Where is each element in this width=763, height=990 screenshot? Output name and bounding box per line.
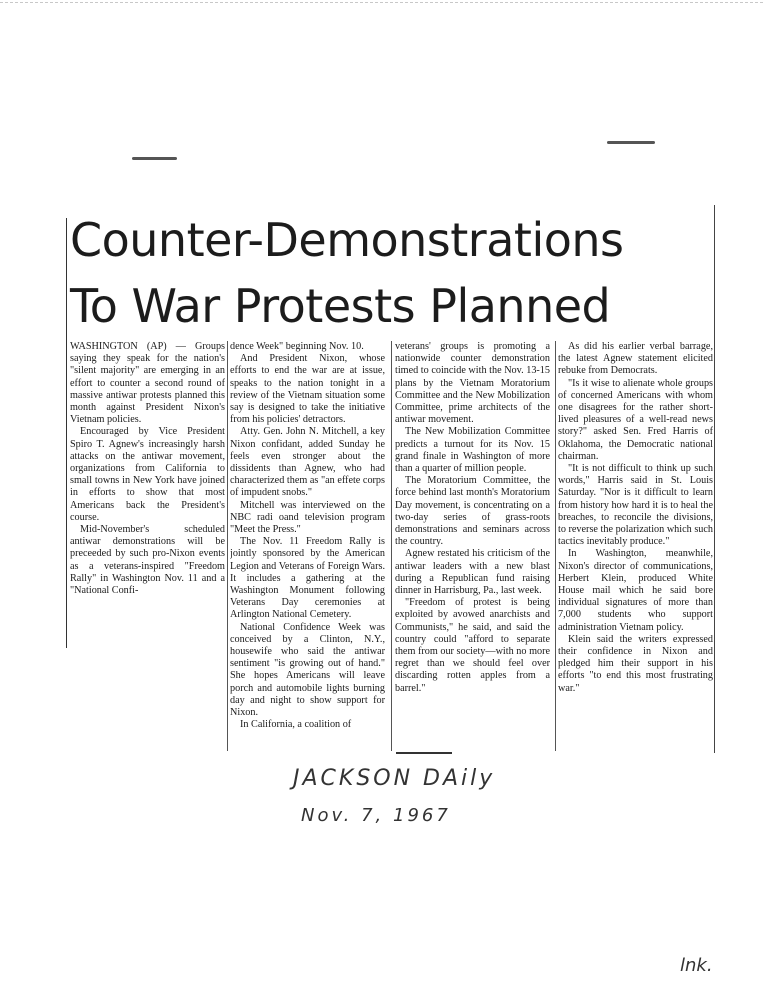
paragraph: In Washington, meanwhile, Nixon's director of communications, Herbert Klein, produced White House mail which he said bore individual signatures of more than 7,000 students who support administration Vietnam policy.	[558, 548, 713, 633]
article-body	[70, 341, 715, 753]
paragraph: Agnew restated his criticism of the antiwar leaders with a new blast during a Republican fund raising dinner in Harrisburg, Pa., last week.	[395, 548, 550, 597]
article-column-1	[70, 341, 225, 753]
paragraph: Encouraged by Vice President Spiro T. Agnew's increasingly harsh attacks on the antiwar movement, organizations from California to small towns in New York have joined in efforts to show that most Americans back the President's course.	[70, 426, 225, 523]
clipping-left-edge	[66, 218, 67, 648]
paragraph: Mitchell was interviewed on the NBC radi oand television program "Meet the Press."	[230, 499, 385, 536]
paragraph: "It is not difficult to think up such words," Harris said in St. Louis Saturday. "Nor is it difficult to learn from history how hard it is to heal the breaches, to reconcile the divisions, to reverse the polarization which such tactics inevitably produce."	[558, 463, 713, 548]
scan-mark-right	[607, 141, 655, 144]
article-column-2	[230, 341, 385, 753]
paragraph: veterans' groups is promoting a nationwide counter demonstration timed to coincide with the Nov. 13-15 plans by the Vietnam Moratorium Committee and the New Mobilization Committee, prime architects of the antiwar movement.	[395, 341, 550, 426]
paragraph: Klein said the writers expressed their confidence in Nixon and pledged him their support in his efforts "to end this most frustrating war."	[558, 633, 713, 694]
headline-line-1: Counter-Demonstrations	[70, 213, 624, 267]
scan-top-edge	[0, 2, 763, 3]
handwritten-date: Nov. 7, 1967	[301, 805, 451, 826]
paragraph: WASHINGTON (AP) — Groups saying they speak for the nation's "silent majority" are emerging in an effort to counter a second round of massive antiwar protests planned this month against President Nixon's Vietnam policies.	[70, 341, 225, 426]
paragraph: In California, a coalition of	[240, 719, 352, 731]
handwritten-source: JACKSON DAily	[293, 766, 496, 791]
scan-mark-left	[132, 157, 177, 160]
end-of-article-rule	[396, 752, 452, 754]
paragraph: Mid-November's scheduled antiwar demonstrations will be preceeded by such pro-Nixon events as a veterans-inspired "Freedom Rally" in Washington Nov. 11 and a "National Confi-	[70, 524, 225, 597]
column-rule	[391, 341, 392, 751]
headline-line-2: To War Protests Planned	[70, 279, 611, 333]
paragraph: As did his earlier verbal barrage, the latest Agnew statement elicited rebuke from Democrats.	[558, 341, 713, 377]
column-rule	[555, 341, 556, 751]
paragraph: The Moratorium Committee, the force behind last month's Moratorium Day movement, is concentrating on a two-day series of grass-roots demonstrations and seminars across the country.	[395, 475, 550, 548]
paragraph: "Is it wise to alienate whole groups of concerned Americans with whom one disagrees for the rather short-lived pleasures of a well-read news story?" asked Sen. Fred Harris of Oklahoma, the Democratic national chairman.	[558, 377, 713, 462]
paragraph: The New Mobilization Committee predicts a turnout for its Nov. 15 grand finale in Washington of more than a quarter of million people.	[395, 426, 550, 475]
paragraph: And President Nixon, whose efforts to end the war are at issue, speaks to the nation tonight in a review of the Vietnam situation some say is designed to take the initiative from his policies' detractors.	[230, 353, 385, 426]
paragraph: National Confidence Week was conceived by a Clinton, N.Y., housewife who said the antiwar sentiment "is growing out of hand." She hopes Americans will leave porch and automobile lights burning day and night to show support for Nixon.	[230, 621, 385, 719]
column-rule	[227, 341, 228, 751]
paragraph: dence Week" beginning Nov. 10.	[230, 341, 364, 352]
paragraph: The Nov. 11 Freedom Rally is jointly sponsored by the American Legion and Veterans of Foreign Wars. It includes a gathering at the Washington Monument following Veterans Day ceremonies at Arlington National Cemetery.	[230, 536, 385, 621]
article-column-4	[558, 341, 713, 753]
article-column-3	[395, 341, 550, 753]
paragraph: "Freedom of protest is being exploited by avowed anarchists and Communists," he said, and said the country could "afford to separate them from our society—with no more regret than we should feel over discarding rotten apples from a barrel."	[395, 597, 550, 694]
handwritten-initials: lnk.	[680, 955, 713, 976]
paragraph: Atty. Gen. John N. Mitchell, a key Nixon confidant, added Sunday he feels even stronger about the dissidents than Agnew, who had characterized them as "an effete corps of impudent snobs."	[230, 426, 385, 499]
